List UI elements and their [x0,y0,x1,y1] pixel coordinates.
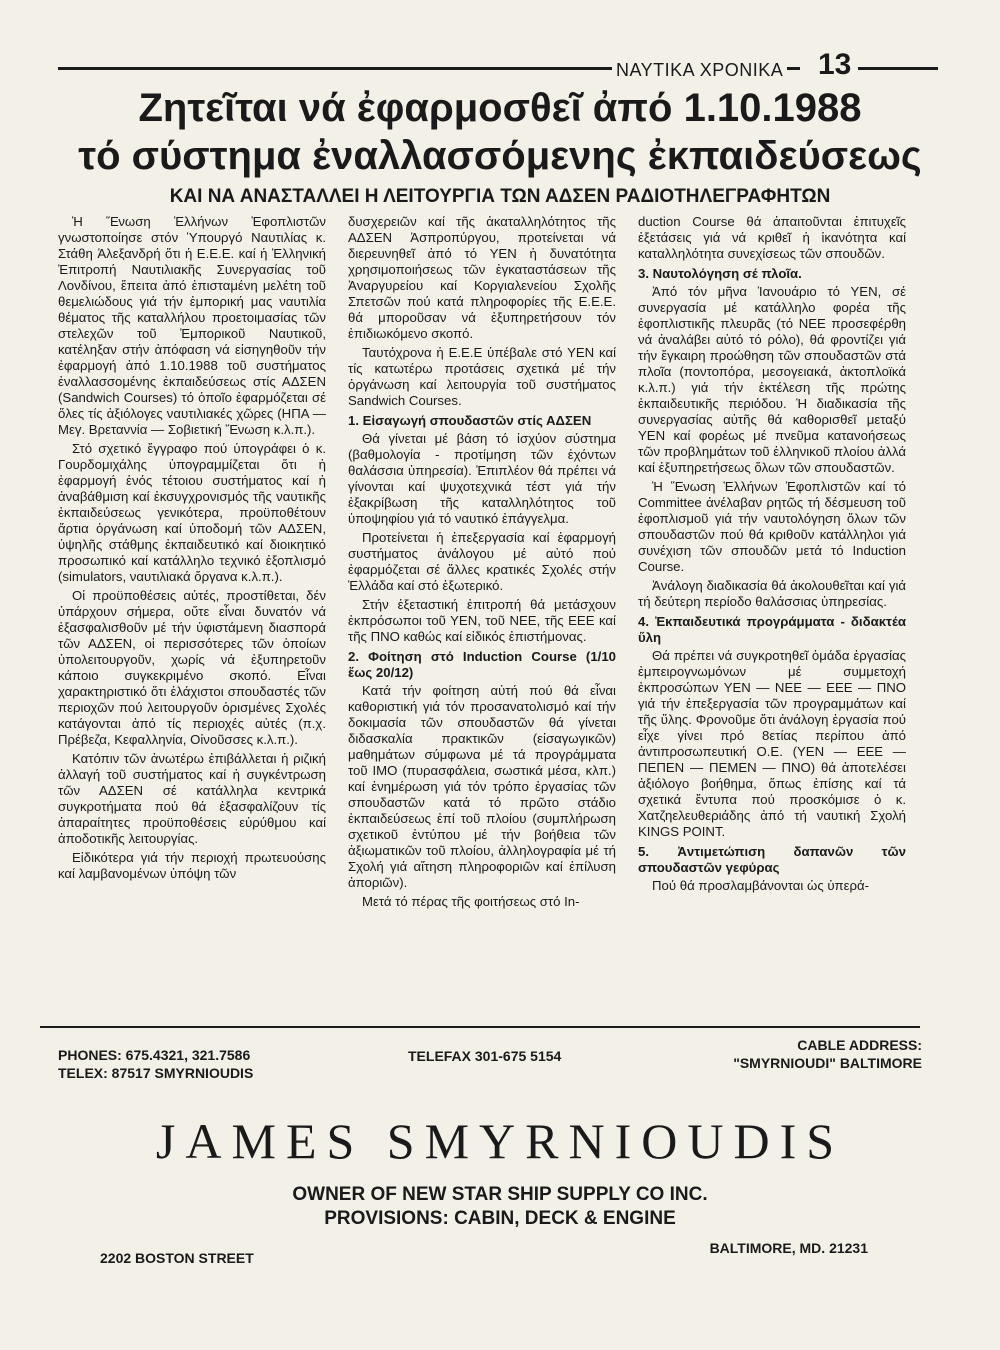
ad-cable-block [733,1036,922,1072]
section-heading: 5. Ἀντιμετώπιση δαπανῶν τῶν σπουδαστῶν γεφύρας [638,844,906,875]
paragraph: duction Course θά ἀπαιτοῦνται ἐπιτυχεῖς ἐξετάσεις γιά νά κριθεῖ ἡ ἱκανότητα καί καταλληλότητα συνεχίσεως τῶν σπουδῶν. [638,214,906,261]
subheadline: ΚΑΙ ΝΑ ΑΝΑΣΤΑΛΛΕΙ Η ΛΕΙΤΟΥΡΓΙΑ ΤΩΝ ΑΔΣΕΝ ΡΑΔΙΟΤΗΛΕΓΡΑΦΗΤΩΝ [169,186,831,207]
paragraph: δυσχερειῶν καί τῆς ἀκαταλληλότητος τῆς ΑΔΣΕΝ Ἀσπροπύργου, προτείνεται νά διερευνηθεῖ ἀπό τό ΥΕΝ ἡ δυνατότητα χρησιμοποιήσεως τῶν ἐγκαταστάσεων τῆς Ἀναργυρείου καί Κοργιαλενείου Σχολῆς Σπετσῶν πού κατά πληροφορίες τῆς Ε.Ε.Ε. θά μποροῦσαν νά ἐξυπηρετήσουν τόν ἐπιδιωκόμενο σκοπό. [348,214,616,341]
paragraph: Ταυτόχρονα ἡ Ε.Ε.Ε ὑπέβαλε στό ΥΕΝ καί τίς κατωτέρω προτάσεις σχετικά μέ τήν ὀργάνωση καί λειτουργία τοῦ συστήματος Sandwich Courses. [348,345,616,408]
paragraph: Οἱ προϋποθέσεις αὐτές, προστίθεται, δέν ὑπάρχουν σήμερα, οὔτε εἶναι δυνατόν νά ἐξασφαλισθοῦν μέ τήν ὑφιστάμενη διασπορά τῶν ΑΔΣΕΝ, οἱ περισσότερες τῶν ὁποίων ὑπολειτουργοῦν, χωρίς νά ἐξυπηρετοῦν κάποιο συγκεκριμένο σκοπό. Εἶναι χαρακτηριστικό ὅτι ἐλάχιστοι σπουδαστές τῶν περιοχῶν πού λειτουργοῦν ὁρισμένες Σχολές κατάγονται ἀπό τίς περιοχές αὐτές (π.χ. Πρέβεζα, Κεφαλληνία, Οἰνοῦσσες κ.λ.π.). [58,588,326,747]
paragraph: Κατόπιν τῶν ἀνωτέρω ἐπιβάλλεται ἡ ριζική ἀλλαγή τοῦ συστήματος καί ἡ συγκέντρωση τῶν ΑΔΣΕΝ σέ κατάλληλα κεντρικά συγκροτήματα πού θά ἐξασφαλίζουν τίς ἀπαραίτητες προϋποθέσεις εὐρύθμου καί ἀποδοτικῆς λειτουργίας. [58,751,326,846]
paragraph: Θά γίνεται μέ βάση τό ἰσχύον σύστημα (βαθμολογία - προτίμηση τῶν ἐχόντων θαλάσσια ὑπηρεσία). Ἐπιπλέον θά πρέπει νά γίνονται καί ψυχοτεχνικά τέστ γιά τήν ἐξακρίβωση τῆς καταλληλότητος τοῦ ὑποψηφίου γιά τό ναυτικό ἐπάγγελμα. [348,431,616,526]
ad-phones: PHONES: 675.4321, 321.7586 [58,1047,251,1063]
ad-cable-label: CABLE ADDRESS: [797,1037,922,1053]
paragraph: Ἡ Ἕνωση Ἑλλήνων Ἐφοπλιστῶν καί τό Committee ἀνέλαβαν ρητῶς τή δέσμευση τοῦ ἐφοπλισμοῦ γιά τήν ναυτολόγηση ὅλων τῶν σπουδαστῶν πού θά κριθοῦν κατάλληλοι γιά συνέχιση τῶν σπουδῶν μετά τό Induction Course. [638,479,906,574]
ad-city-address: BALTIMORE, MD. 21231 [709,1240,868,1256]
ad-telex: TELEX: 87517 SMYRNIOUDIS [58,1065,254,1081]
ad-provisions-line: PROVISIONS: CABIN, DECK & ENGINE [324,1208,676,1229]
section-heading: 4. Ἐκπαιδευτικά προγράμματα - διδακτέα ὕλη [638,614,906,645]
paragraph: Ἀπό τόν μῆνα Ἰανουάριο τό ΥΕΝ, σέ συνεργασία μέ κατάλληλο φορέα τῆς ἐφοπλιστικῆς πλευρᾶς (τό ΝΕΕ προσεφέρθη νά ἀναλάβει αὐτό τό ρόλο), θά φροντίζει γιά τήν ἔγκαιρη προώθηση τῶν σπουδαστῶν στά πλοῖα (ποντοπόρα, μεσογειακά, ἀκτοπλοϊκά κ.λ.π.) γιά τήν ἐκτέλεση τῆς πρώτης ἐκπαιδευτικῆς περιόδου. Ἡ διαδικασία τῆς συνεργασίας αὐτῆς θά καθορισθεῖ μεταξύ ΥΕΝ καί φορέως μέ πνεῦμα κατανοήσεως τῶν προβλημάτων τοῦ ἑλληνικοῦ πλοίου ἀλλά καί ἐξυπηρετήσεως ὅλων τῶν σπουδαστῶν. [638,284,907,475]
paragraph: Πού θά προσλαμβάνονται ὡς ὑπερά- [652,878,870,893]
paragraph: Ἀνάλογη διαδικασία θά ἀκολουθεῖται καί γιά τή δεύτερη περίοδο θαλάσσιας ὑπηρεσίας. [638,578,906,609]
ad-contact-block [58,1046,253,1082]
article-column-1 [58,214,326,885]
article-body [58,214,918,1014]
article-column-3 [638,214,906,897]
ad-company-name: JAMES SMYRNIOUDIS [155,1113,845,1169]
paragraph: Μετά τό πέρας τῆς φοιτήσεως στό In- [362,894,580,909]
ad-cable-value: "SMYRNIOUDI" BALTIMORE [733,1055,922,1071]
article-end-rule [40,1026,920,1028]
ad-telefax: TELEFAX 301-675 5154 [408,1048,562,1064]
ad-street-address: 2202 BOSTON STREET [100,1250,254,1266]
paragraph: Στό σχετικό ἔγγραφο πού ὑπογράφει ὁ κ. Γουρδομιχάλης ὑπογραμμίζεται ὅτι ἡ ἐφαρμογή ἑνός τέτοιου συστήματος καί ἡ ἀναβάθμιση καί ἐκσυγχρονισμός τῆς ναυτικῆς ἐκπαιδεύσεως γενικότερα, προϋποθέτουν ἄρτια ὀργάνωση καί ὑποδομή τῶν ΑΔΣΕΝ, ὑψηλῆς στάθμης ἐκπαιδευτικό καί διοικητικό προσωπικό καί κατάλληλο τεχνικό ἐξοπλισμό (simulators, ναυτιλιακά ὄργανα κ.λ.π.). [58,441,326,584]
article-column-2 [348,214,616,913]
ad-owner-line: OWNER OF NEW STAR SHIP SUPPLY CO INC. [292,1184,708,1205]
section-heading: 2. Φοίτηση στό Induction Course (1/10 ἕως 20/12) [348,649,616,680]
headline-line-2: τό σύστημα ἐναλλασσόμενης ἐκπαιδεύσεως [78,134,922,178]
paragraph: Προτείνεται ἡ ἐπεξεργασία καί ἐφαρμογή συστήματος ἀνάλογου μέ αὐτό πού ἐφαρμόζεται σέ ἄλλες κρατικές Σχολές στήν Ἑλλάδα καί στό ἐξωτερικό. [348,530,616,593]
page-number: 13 [812,48,857,82]
headline-line-1: Ζητεῖται νά ἐφαρμοσθεῖ ἀπό 1.10.1988 [138,86,862,130]
masthead-rule-right [858,67,938,70]
paragraph: Κατά τήν φοίτηση αὐτή πού θά εἶναι καθοριστική γιά τόν προσανατολισμό καί τήν δοκιμασία τῶν σπουδαστῶν θά γίνεται διδασκαλία πρακτικῶν (εἰσαγωγικῶν) μαθημάτων σύμφωνα μέ τά προγράμματα τοῦ ΙΜΟ (πυρασφάλεια, σωστικά μέσα, κλπ.) καί ἐνημέρωση γιά τόν τρόπο ἐργασίας τῶν σπουδαστῶν κατά τό πρῶτο στάδιο ἐκπαιδεύσεως ἐπί τοῦ πλοίου (συμπλήρωση σχετικοῦ ἐντύπου μέ τήν βοήθεια τῶν ἀξιωματικῶν τοῦ πλοίου, ἀλληλογραφία μέ τή Σχολή γιά αἴτηση πληροφοριῶν καί ἐπίλυση ἀποριῶν). [348,683,616,890]
section-heading: 3. Ναυτολόγηση σέ πλοῖα. [638,266,802,281]
paragraph: Θά πρέπει νά συγκροτηθεῖ ὁμάδα ἐργασίας ἐμπειρογνωμόνων μέ συμμετοχή ἐκπροσώπων ΥΕΝ — ΝΕΕ — ΕΕΕ — ΠΝΟ γιά τήν ἐπεξεργασία τῶν προγραμμάτων καί τῆς ὕλης. Φρονοῦμε ὅτι ἀνάλογη ἐργασία πού εἶχε γίνει πρό 8ετίας περίπου ἀπό ἀντιπροσωπευτική Ο.Ε. (ΥΕΝ — ΕΕΕ — ΠΕΠΕΝ — ΠΕΜΕΝ — ΠΝΟ) θά ἀποτελέσει ἀξιόλογο βοήθημα, ὅπως ἐπίσης καί τά σχετικά ἔντυπα πού προσκόμισε ὁ κ. Χατζηελευθεριάδης ἀπό τή ναυτική Σχολή KINGS POINT. [638,648,906,839]
publication-name: ΝΑΥΤΙΚΑ ΧΡΟΝΙΚΑ [612,60,787,81]
paragraph: Ἡ Ἕνωση Ἑλλήνων Ἐφοπλιστῶν γνωστοποίησε στόν Ὑπουργό Ναυτιλίας κ. Στάθη Ἀλεξανδρή ὅτι ἡ Ε.Ε.Ε. καί ἡ Ἑλληνική Ἐπιτροπή Ναυτιλιακῆς Συνεργασίας τοῦ Λονδίνου, ἔπειτα ἀπό ἐπισταμένη μελέτη τοῦ θεμελιώδους γιά τήν ἐμπορική μας ναυτιλία θέματος τῆς καταλλήλου προετοιμασίας τῶν στελεχῶν τοῦ Ἐμπορικοῦ Ναυτικοῦ, κατέληξαν στήν ἀπόφαση νά εἰσηγηθοῦν τήν ἐφαρμογή ἀπό 1.10.1988 τοῦ συστήματος ἐναλλασσομένης ἐκπαιδεύσεως στίς ΑΔΣΕΝ (Sandwich Courses) τό ὁποῖο ἐφαρμόζεται σέ ὅλες τίς ἀξιόλογες ναυτιλιακές χῶρες (ΗΠΑ — Μεγ. Βρεταννία — Σοβιετική Ἕνωση κ.λ.π.). [58,214,326,437]
paragraph: Εἰδικότερα γιά τήν περιοχή πρωτευούσης καί λαμβανομένων ὑπόψη τῶν [58,850,326,881]
section-heading: 1. Εἰσαγωγή σπουδαστῶν στίς ΑΔΣΕΝ [348,413,592,428]
paragraph: Στήν ἐξεταστική ἐπιτροπή θά μετάσχουν ἐκπρόσωποι τοῦ ΥΕΝ, τοῦ ΝΕΕ, τῆς ΕΕΕ καί τῆς ΠΝΟ καθώς καί εἰδικός ἐπιστήμονας. [348,597,616,644]
